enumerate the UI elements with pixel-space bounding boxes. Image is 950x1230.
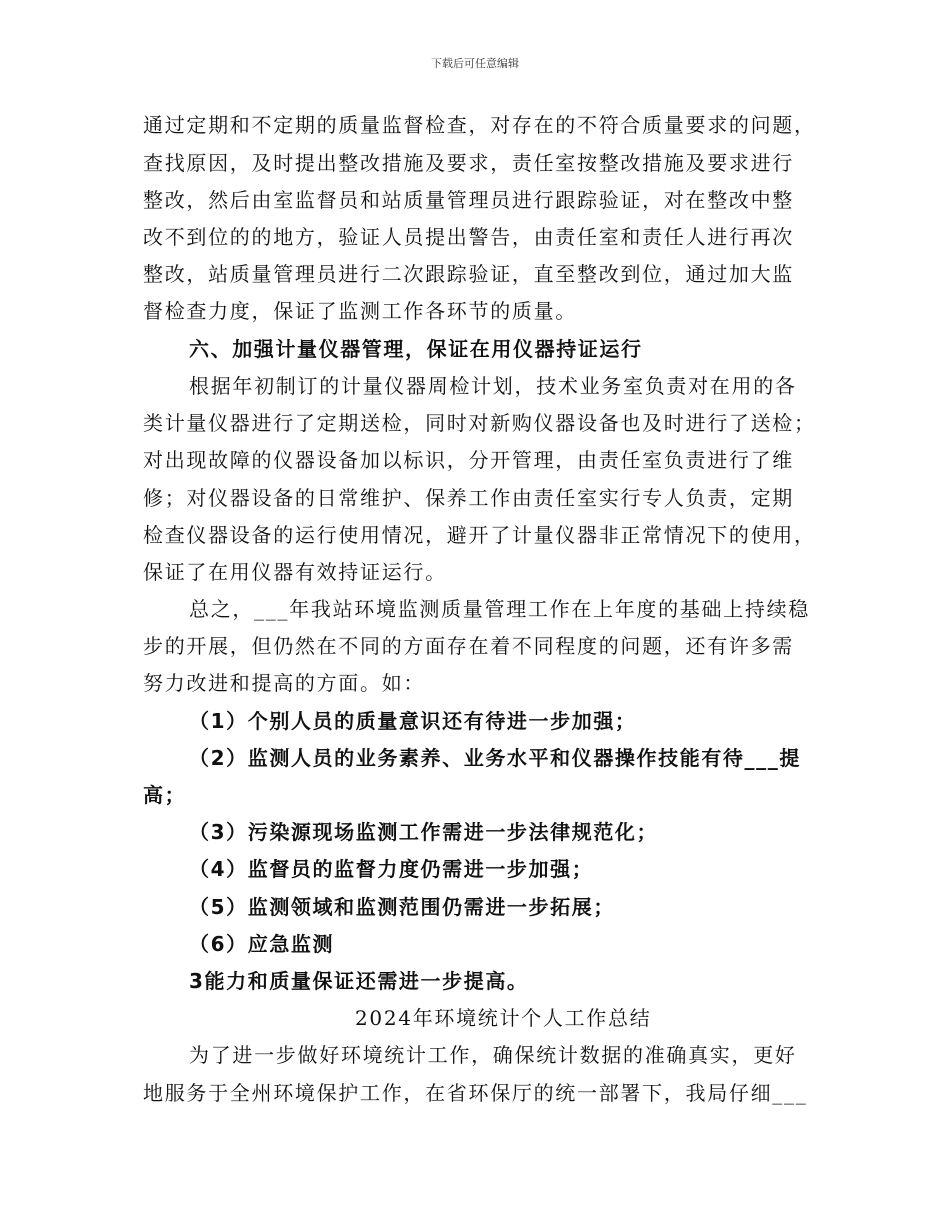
list-item: （3）污染源现场监测工作需进一步法律规范化； (189, 820, 659, 844)
list-item: （4）监督员的监督力度仍需进一步加强； (189, 857, 594, 881)
body-line: 查找原因，及时提出整改措施及要求，责任室按整改措施及要求进行 (143, 151, 794, 175)
body-line: 步的开展，但仍然在不同的方面存在着不同程度的问题，还有许多需 (143, 634, 794, 658)
body-line: 整改，然后由室监督员和站质量管理员进行跟踪验证，对在整改中整 (143, 188, 794, 212)
body-line: 为了进一步做好环境统计工作，确保统计数据的准确真实，更好 (189, 1043, 797, 1067)
list-item: （2）监测人员的业务素养、业务水平和仪器操作技能有待___提 (189, 746, 801, 770)
body-line: 总之，___年我站环境监测质量管理工作在上年度的基础上持续稳 (189, 597, 810, 621)
list-item-continuation: 高； (143, 783, 187, 807)
body-line: 督检查力度，保证了监测工作各环节的质量。 (143, 299, 577, 323)
body-line: 改不到位的的地方，验证人员提出警告，由责任室和责任人进行再次 (143, 225, 794, 249)
body-line: 保证了在用仪器有效持证运行。 (143, 560, 447, 584)
list-item-continuation: 3能力和质量保证还需进一步提高。 (189, 969, 529, 993)
list-item: （5）监测领域和监测范围仍需进一步拓展； (189, 895, 615, 919)
section-title: 2024年环境统计个人工作总结 (355, 1006, 652, 1030)
body-line: 努力改进和提高的方面。如： (143, 671, 426, 695)
body-line: 根据年初制订的计量仪器周检计划，技术业务室负责对在用的各 (189, 374, 797, 398)
page-header-watermark: 下载后可任意编辑 (431, 57, 519, 70)
body-line: 类计量仪器进行了定期送检，同时对新购仪器设备也及时进行了送检； (143, 411, 816, 435)
section-heading: 六、加强计量仪器管理，保证在用仪器持证运行 (189, 337, 643, 361)
list-item: （1）个别人员的质量意识还有待进一步加强； (189, 709, 637, 733)
body-line: 检查仪器设备的运行使用情况，避开了计量仪器非正常情况下的使用， (143, 523, 816, 547)
body-line: 通过定期和不定期的质量监督检查，对存在的不符合质量要求的问题， (143, 113, 816, 137)
body-line: 整改，站质量管理员进行二次跟踪验证，直至整改到位，通过加大监 (143, 262, 794, 286)
body-line: 地服务于全州环境保护工作，在省环保厅的统一部署下，我局仔细___ (143, 1081, 808, 1105)
body-line: 对出现故障的仪器设备加以标识，分开管理，由责任室负责进行了维 (143, 448, 794, 472)
body-line: 修；对仪器设备的日常维护、保养工作由责任室实行专人负责，定期 (143, 486, 794, 510)
list-item: （6）应急监测 (189, 932, 335, 956)
